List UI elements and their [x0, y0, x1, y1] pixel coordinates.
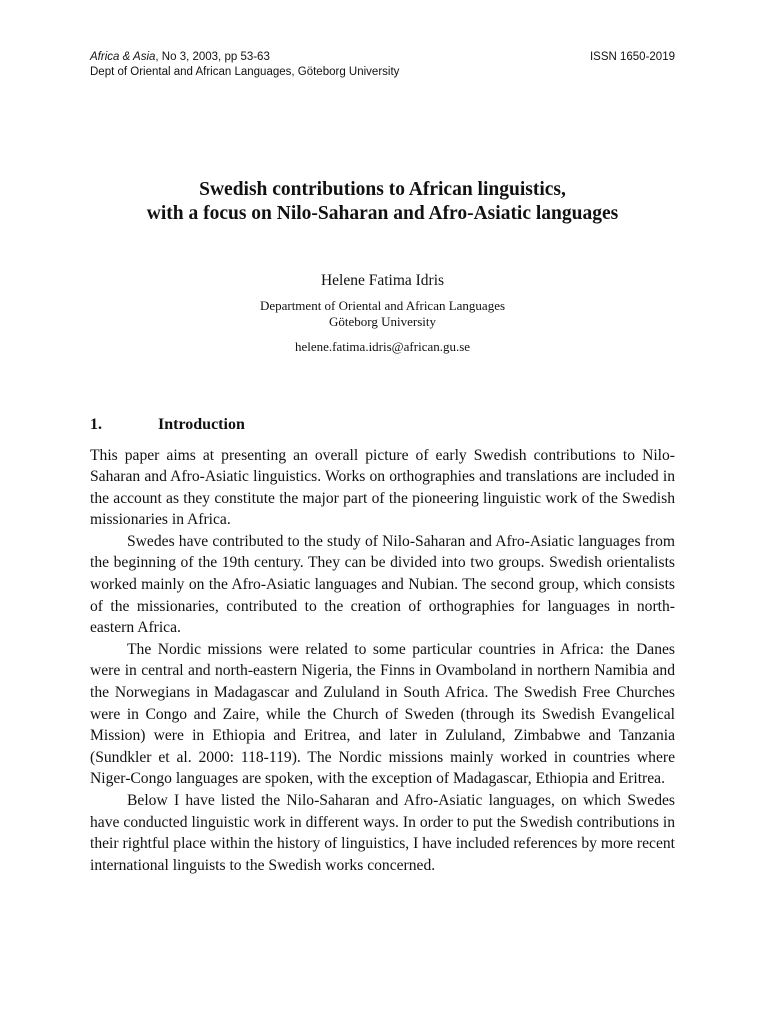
paragraph: Below I have listed the Nilo-Saharan and Afro-Asiatic languages, on which Swedes have conducted linguistic work in different ways. In order to put the Swedish contributions in their rightful place within the history of linguistics, I have included references by more recent international linguists to the Swedish works concerned. [90, 792, 675, 874]
department-line: Dept of Oriental and African Languages, Göteborg University [90, 66, 400, 78]
paper-page [90, 50, 675, 876]
section-number: 1. [90, 415, 102, 433]
issue-info: , No 3, 2003, pp 53-63 [155, 51, 270, 63]
paragraph: The Nordic missions were related to some particular countries in Africa: the Danes were in central and north-eastern Nigeria, the Finns in Ovamboland in northern Namibia and the Norwegians in Madagascar and Zululand in South Africa. The Swedish Free Churches were in Congo and Zaire, while the Church of Sweden (through its Swedish Evangelical Mission) were in Ethiopia and Eritrea, and later in Zululand, Zimbabwe and Tanzania (Sundkler et al. 2000: 118-119). The Nordic missions mainly worked in countries where Niger-Congo languages are spoken, with the exception of Madagascar, Ethiopia and Eritrea. [90, 640, 675, 788]
body-text [90, 445, 675, 877]
journal-name: Africa & Asia [90, 51, 156, 63]
section-title: Introduction [158, 415, 245, 433]
paragraph: This paper aims at presenting an overall picture of early Swedish contributions to Nilo-Saharan and Afro-Asiatic linguistics. Works on orthographies and translations are included in the account as they constitute the major part of the pioneering linguistic work of the Swedish missionaries in Africa. [90, 446, 675, 529]
affiliation-line-2: Göteborg University [329, 313, 436, 329]
running-header [90, 50, 675, 80]
section-heading [90, 415, 675, 435]
citation-line [90, 50, 270, 65]
author-block [90, 271, 675, 355]
issn: ISSN 1650-2019 [589, 51, 675, 63]
paper-title [90, 178, 675, 226]
author-email: helene.fatima.idris@african.gu.se [294, 339, 471, 354]
author-name: Helene Fatima Idris [320, 272, 445, 289]
author-affiliation [90, 298, 675, 329]
title-line-2: with a focus on Nilo-Saharan and Afro-Asiatic languages [146, 203, 619, 224]
header-top-row [90, 50, 675, 65]
affiliation-line-1: Department of Oriental and African Languages [259, 298, 506, 313]
title-line-1: Swedish contributions to African linguistics, [199, 179, 566, 200]
paragraph: Swedes have contributed to the study of Nilo-Saharan and Afro-Asiatic languages from the beginning of the 19th century. They can be divided into two groups. Swedish orientalists worked mainly on the Afro-Asiatic languages and Nubian. The second group, which consists of the missionaries, contributed to the creation of orthographies for languages in north-eastern Africa. [90, 532, 675, 637]
